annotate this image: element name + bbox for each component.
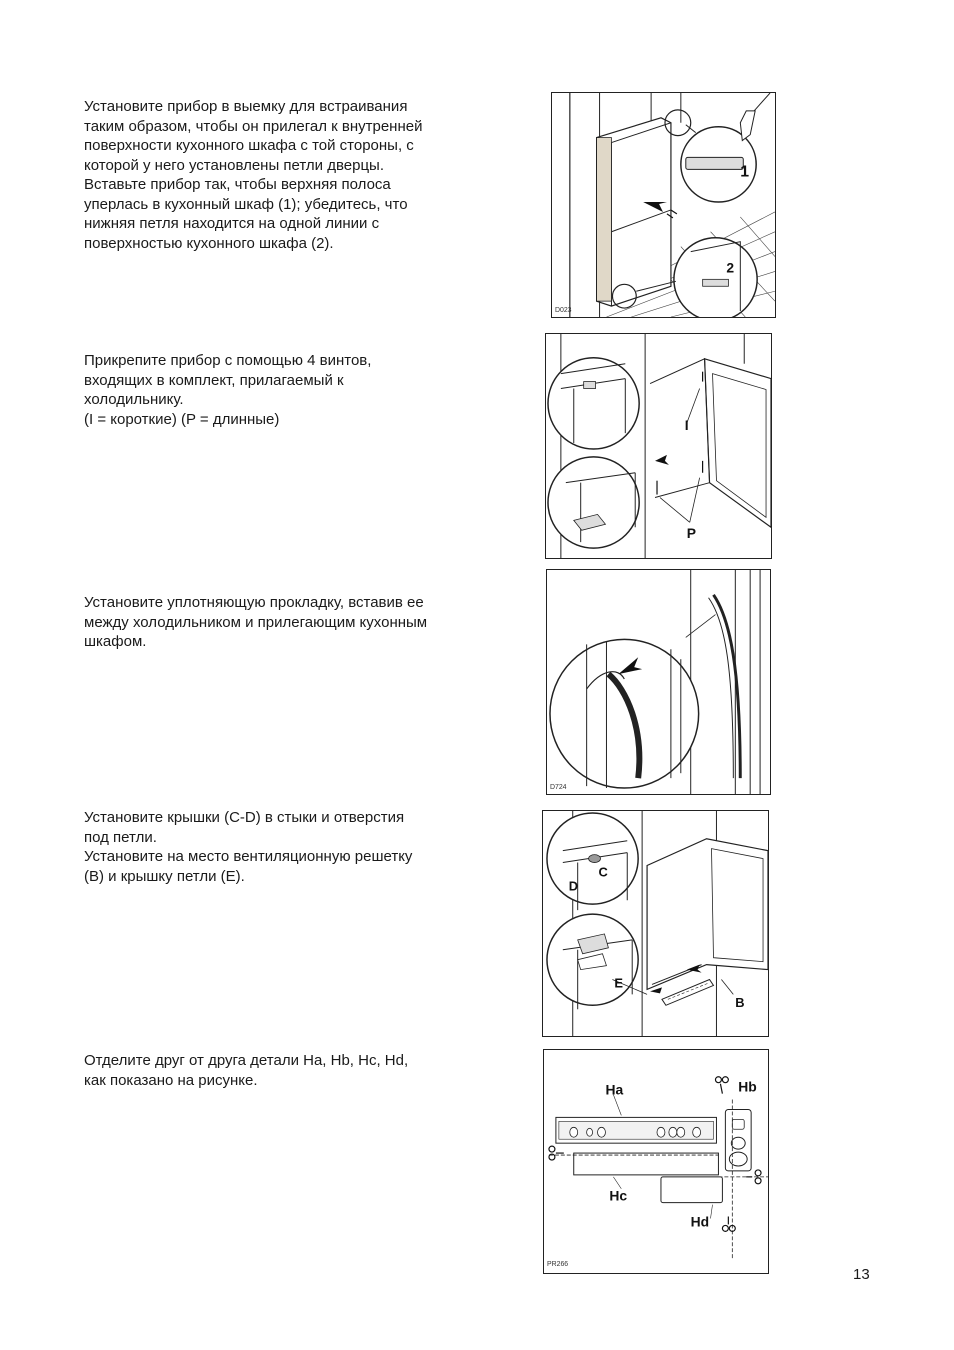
callout-1: 1 xyxy=(740,163,750,181)
text-line: поверхностью кухонного шкафа (2). xyxy=(84,234,334,252)
step-3-figure xyxy=(546,569,771,795)
page-number: 13 xyxy=(853,1266,870,1283)
figure-code: D023 xyxy=(554,307,572,315)
parts-separation-illustration xyxy=(544,1050,768,1273)
screw-fixing-illustration xyxy=(546,334,771,558)
callout-I: I xyxy=(684,417,689,434)
text-line: Установите на место вентиляционную решетку xyxy=(84,848,413,865)
callout-C: C xyxy=(598,864,608,880)
text-line: Вставьте прибор так, чтобы верхняя полоса xyxy=(84,176,391,193)
text-line: поверхности кухонного шкафа с той стороны, с xyxy=(84,137,414,154)
text-line: (I = короткие) (P = длинные) xyxy=(84,410,280,428)
text-line: как показано на рисунке. xyxy=(84,1071,258,1089)
callout-P: P xyxy=(686,525,696,542)
text-line: которой у него установлены петли дверцы. xyxy=(84,156,384,174)
label-Ha: Ha xyxy=(605,1081,624,1098)
figure-code: D724 xyxy=(549,784,567,792)
fridge-insertion-illustration xyxy=(552,93,775,317)
label-Hd: Hd xyxy=(690,1213,710,1230)
text-line: нижняя петля находится на одной линии с xyxy=(84,215,380,232)
figure-code: PR266 xyxy=(546,1261,569,1269)
step-5-text xyxy=(84,1051,464,1090)
text-line: таким образом, чтобы он прилегал к внутренней xyxy=(84,117,423,135)
label-Hc: Hc xyxy=(609,1187,628,1204)
step-1-figure xyxy=(551,92,776,318)
text-line: Установите прибор в выемку для встраивания xyxy=(84,98,408,115)
step-3-text xyxy=(84,593,464,652)
text-line: Отделите друг от друга детали Ha, Hb, Hc, Hd, xyxy=(84,1052,409,1069)
seal-strip-illustration xyxy=(547,570,770,794)
text-line: шкафом. xyxy=(84,633,147,650)
step-4-figure xyxy=(542,810,769,1037)
text-line: Установите крышки (C-D) в стыки и отверстия xyxy=(84,809,405,826)
covers-grille-illustration xyxy=(543,811,768,1036)
step-4-text xyxy=(84,808,464,886)
callout-2: 2 xyxy=(726,259,735,276)
text-line: под петли. xyxy=(84,828,157,846)
text-line: (B) и крышку петли (E). xyxy=(84,867,245,885)
label-Hb: Hb xyxy=(738,1078,757,1095)
step-2-text xyxy=(84,351,464,429)
text-line: входящих в комплект, прилагаемый к xyxy=(84,371,344,389)
text-line: Установите уплотняющую прокладку, вставив ее xyxy=(84,594,424,611)
step-1-text xyxy=(84,97,464,253)
callout-D: D xyxy=(568,878,579,894)
text-line: холодильнику. xyxy=(84,391,184,408)
text-line: между холодильником и прилегающим кухонным xyxy=(84,613,428,631)
step-2-figure xyxy=(545,333,772,559)
callout-E: E xyxy=(614,975,623,991)
callout-B: B xyxy=(735,995,745,1011)
step-5-figure xyxy=(543,1049,769,1274)
text-line: Прикрепите прибор с помощью 4 винтов, xyxy=(84,352,372,369)
text-line: уперлась в кухонный шкаф (1); убедитесь, что xyxy=(84,195,408,213)
